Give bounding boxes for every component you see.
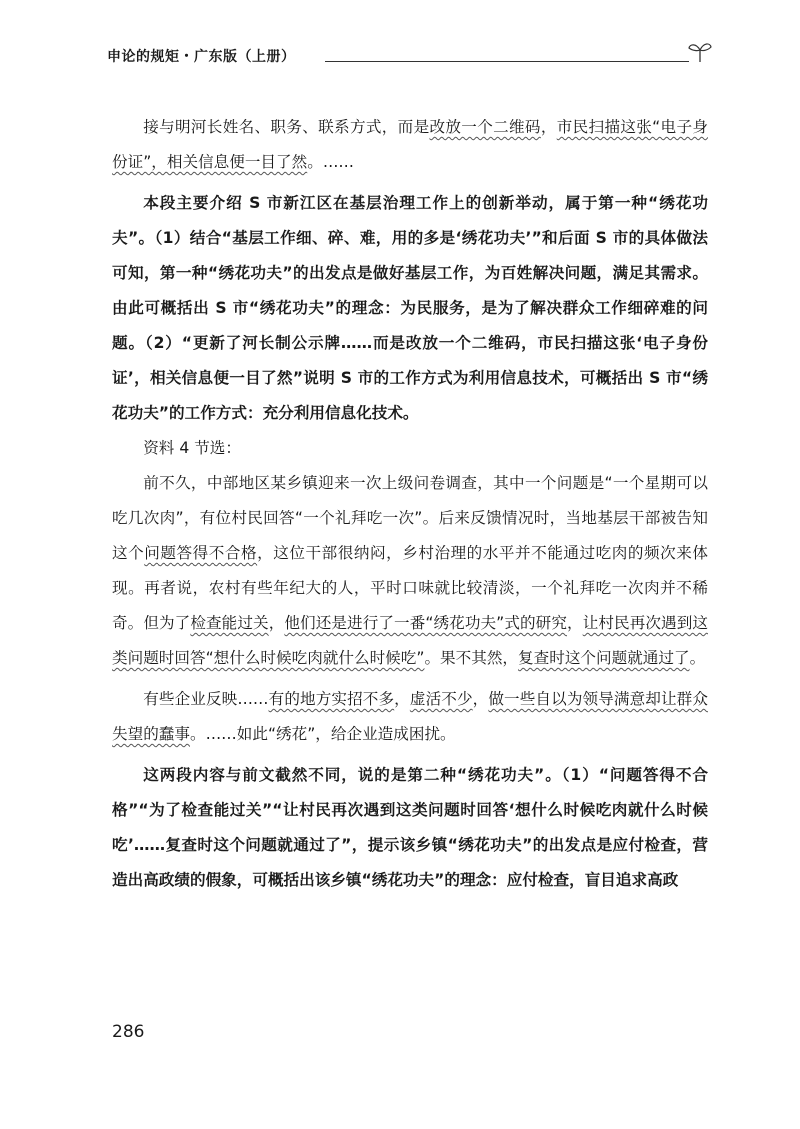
highlighted-phrase: 他们还是进行了一番“绣花功夫”式的研究 <box>284 614 568 632</box>
sprout-icon <box>687 40 713 64</box>
header-rule <box>325 61 689 62</box>
page-number: 286 <box>112 1022 145 1042</box>
highlighted-phrase: 检查能过关 <box>190 614 269 632</box>
text-run: ， <box>540 118 557 136</box>
running-header <box>107 40 707 70</box>
text-run: 。……如此“绣花”，给企业造成困扰。 <box>189 725 456 743</box>
highlighted-phrase: 有的地方实招不多 <box>268 690 395 708</box>
excerpt-paragraph-continued <box>112 110 708 180</box>
highlighted-phrase: 市民扫描这张“电子身份证”，相关信息便一目了然 <box>112 118 708 171</box>
book-title: 申论的规矩・广东版（上册） <box>107 49 296 65</box>
text-run: ，这位干部很纳闷，乡村治理的水平并不能通过吃肉的频次来体现。再者说，农村有些年纪大的人，平时口味就比较清淡，一个礼拜吃一次肉并不稀奇。但为了 <box>112 544 708 632</box>
text-run: 。果不其然， <box>424 649 519 667</box>
text-run: ， <box>268 614 285 632</box>
highlighted-phrase: 问题答得不合格 <box>144 544 258 562</box>
analysis-paragraph-1: 本段主要介绍 S 市新江区在基层治理工作上的创新举动，属于第一种“绣花功夫”。（1）结合“基层工作细、碎、难，用的多是‘绣花功夫’”和后面 S 市的具体做法可知，第一种“绣花功夫”的出发点是做好基层工作，为百姓解决问题，满足其需求。由此可概括出 S 市“绣花功夫”的理念：为民服务，是为了解决群众工作细碎难的问题。（2）“更新了河长制公示牌……而是改放一个二维码，市民扫描这张‘电子身份证’，相关信息便一目了然”说明 S 市的工作方式为利用信息技术，可概括出 S 市“绣花功夫”的工作方式：充分利用信息化技术。 <box>112 194 708 422</box>
analysis-paragraph-2: 这两段内容与前文截然不同，说的是第二种“绣花功夫”。（1）“问题答得不合格”“为了检查能过关”“让村民再次遇到这类问题时回答‘想什么时候吃肉就什么时候吃’……复查时这个问题就通过了”，提示该乡镇“绣花功夫”的出发点是应付检查，营造出高政绩的假象，可概括出该乡镇“绣花功夫”的理念：应付检查，盲目追求高政 <box>112 766 708 889</box>
text-run: 有些企业反映…… <box>143 690 269 708</box>
text-run: 前不久，中部地区某乡镇迎来一次上级问卷调查，其中一个问题是“一个星期可以吃几次肉”，有位村民回答“一个礼拜吃一次”。后来反馈情况时，当地基层干部被告知这个 <box>112 474 708 562</box>
highlighted-phrase: 让村民再次遇到这类问题时回答“想什么时候吃肉就什么时候吃” <box>112 614 708 667</box>
highlighted-phrase: 做一些自以为领导满意却让群众失望的蠢事 <box>112 690 708 743</box>
highlighted-phrase: 复查时这个问题就通过了 <box>518 649 690 667</box>
highlighted-phrase: 虚活不少 <box>409 690 473 708</box>
text-run: ， <box>567 614 583 632</box>
highlighted-phrase: 改放一个二维码 <box>429 118 541 136</box>
text-run: 。 <box>689 649 706 667</box>
section-label: 资料 4 节选： <box>143 439 241 457</box>
body-text <box>112 110 708 898</box>
text-run: ， <box>394 690 410 708</box>
text-run: ， <box>472 690 489 708</box>
excerpt-paragraph-2 <box>112 466 708 676</box>
excerpt-paragraph-3 <box>112 682 708 752</box>
text-run: 。…… <box>307 153 355 171</box>
text-run: 接与明河长姓名、职务、联系方式，而是 <box>143 118 430 136</box>
